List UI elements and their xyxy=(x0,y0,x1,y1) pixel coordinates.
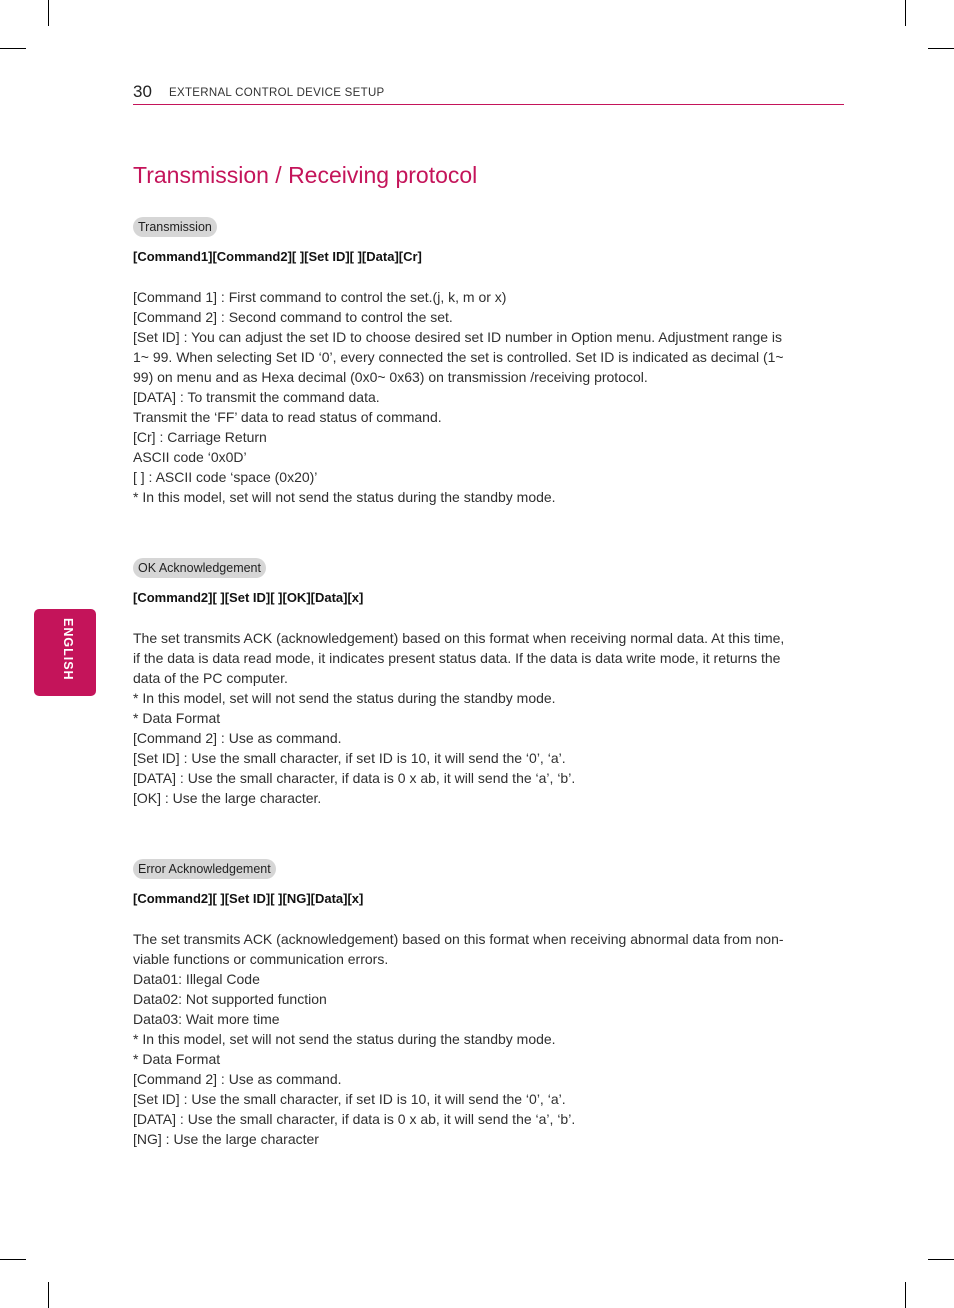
language-tab-label: ENGLISH xyxy=(61,618,75,681)
body-line: if the data is data read mode, it indicates present status data. If the data is data write mode, it returns the xyxy=(133,650,781,666)
crop-mark-bottom-right-vertical xyxy=(905,1282,906,1308)
body-line: Transmit the ‘FF’ data to read status of command. xyxy=(133,409,442,425)
crop-mark-top-left-vertical xyxy=(48,0,49,26)
body-line: * In this model, set will not send the status during the standby mode. xyxy=(133,1031,556,1047)
body-line: [Command 2] : Use as command. xyxy=(133,730,342,746)
crop-mark-bottom-left-horizontal xyxy=(0,1259,26,1260)
body-line: [DATA] : Use the small character, if data is 0 x ab, it will send the ‘a’, ‘b’. xyxy=(133,1111,576,1127)
error-acknowledgement-label: Error Acknowledgement xyxy=(133,859,276,879)
body-line: viable functions or communication errors. xyxy=(133,951,389,967)
body-line: Data02: Not supported function xyxy=(133,991,327,1007)
body-line: * In this model, set will not send the status during the standby mode. xyxy=(133,489,556,505)
ok-acknowledgement-label: OK Acknowledgement xyxy=(133,558,266,578)
body-line: Data01: Illegal Code xyxy=(133,971,260,987)
language-tab xyxy=(34,609,96,696)
body-line: [Set ID] : You can adjust the set ID to choose desired set ID number in Option menu. Adjustment range is xyxy=(133,329,783,345)
body-line: [ ] : ASCII code ‘space (0x20)’ xyxy=(133,469,318,485)
page-number: 30 xyxy=(133,82,152,101)
body-line: The set transmits ACK (acknowledgement) based on this format when receiving normal data. At this time, xyxy=(133,630,785,646)
ok-acknowledgement-body xyxy=(133,628,844,808)
body-line: [DATA] : To transmit the command data. xyxy=(133,389,380,405)
body-line: [Command 2] : Second command to control the set. xyxy=(133,309,453,325)
body-line: [DATA] : Use the small character, if data is 0 x ab, it will send the ‘a’, ‘b’. xyxy=(133,770,576,786)
error-acknowledgement-format: [Command2][ ][Set ID][ ][NG][Data][x] xyxy=(133,891,364,906)
body-line: ASCII code ‘0x0D’ xyxy=(133,449,247,465)
crop-mark-top-right-vertical xyxy=(905,0,906,26)
transmission-section xyxy=(133,217,844,507)
body-line: [OK] : Use the large character. xyxy=(133,790,322,806)
ok-acknowledgement-format: [Command2][ ][Set ID][ ][OK][Data][x] xyxy=(133,590,364,605)
body-line: data of the PC computer. xyxy=(133,670,288,686)
crop-mark-top-left-horizontal xyxy=(0,48,26,49)
body-line: The set transmits ACK (acknowledgement) based on this format when receiving abnormal data from non- xyxy=(133,931,784,947)
body-line: * In this model, set will not send the status during the standby mode. xyxy=(133,690,556,706)
crop-mark-bottom-left-vertical xyxy=(48,1282,49,1308)
body-line: [Set ID] : Use the small character, if set ID is 10, it will send the ‘0’, ‘a’. xyxy=(133,1091,566,1107)
body-line: Data03: Wait more time xyxy=(133,1011,280,1027)
body-line: [Set ID] : Use the small character, if set ID is 10, it will send the ‘0’, ‘a’. xyxy=(133,750,566,766)
transmission-label: Transmission xyxy=(133,217,217,237)
body-line: 1~ 99. When selecting Set ID ‘0’, every connected the set is controlled. Set ID is indicated as decimal (1~ xyxy=(133,349,784,365)
error-acknowledgement-body xyxy=(133,929,844,1149)
body-line: [NG] : Use the large character xyxy=(133,1131,319,1147)
page-title: Transmission / Receiving protocol xyxy=(133,162,478,188)
ok-acknowledgement-section xyxy=(133,558,844,808)
body-line: [Command 1] : First command to control the set.(j, k, m or x) xyxy=(133,289,507,305)
crop-mark-top-right-horizontal xyxy=(928,48,954,49)
body-line: [Command 2] : Use as command. xyxy=(133,1071,342,1087)
body-line: * Data Format xyxy=(133,710,221,726)
body-line: 99) on menu and as Hexa decimal (0x0~ 0x63) on transmission /receiving protocol. xyxy=(133,369,648,385)
body-line: [Cr] : Carriage Return xyxy=(133,429,267,445)
error-acknowledgement-section xyxy=(133,859,844,1149)
body-line: * Data Format xyxy=(133,1051,221,1067)
transmission-body xyxy=(133,287,844,507)
header-section-name: EXTERNAL CONTROL DEVICE SETUP xyxy=(169,87,385,99)
page-header xyxy=(133,82,844,105)
crop-mark-bottom-right-horizontal xyxy=(928,1259,954,1260)
transmission-format: [Command1][Command2][ ][Set ID][ ][Data][Cr] xyxy=(133,249,422,264)
